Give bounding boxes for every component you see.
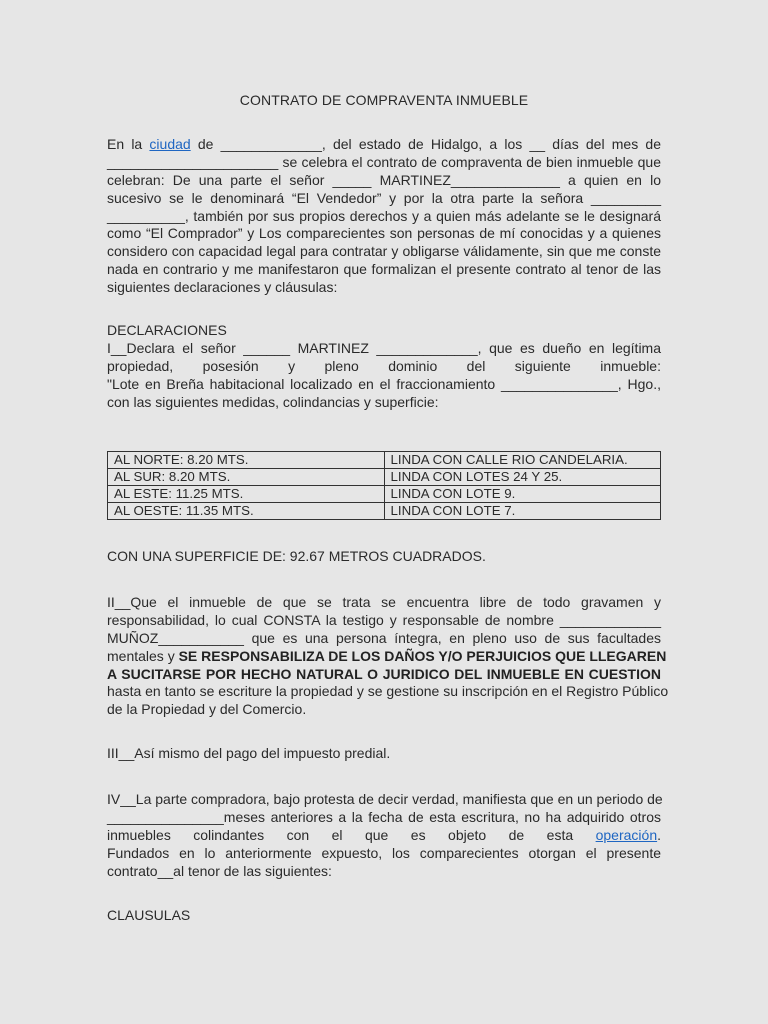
medidas-table (107, 451, 661, 520)
operacion-link[interactable]: operación (595, 826, 658, 843)
clause-ii-line (107, 666, 661, 684)
clause-ii-bold-text: A SUCITARSE POR HECHO NATURAL O JURIDICO DEL INMUEBLE EN CUESTION (107, 665, 661, 682)
ciudad-link[interactable]: ciudad (149, 136, 191, 152)
clause-iv-text: inmuebles colindantes con el que es objeto de esta (107, 826, 596, 843)
intro-line: como “El Comprador” y Los comparecientes son personas de mí conocidas y a quienes (107, 225, 661, 242)
intro-line: nada en contrario y me manifestaron que formalizan el presente contrato al tenor de las (107, 261, 661, 278)
table-row (108, 452, 661, 469)
declaraciones-line: "Lote en Breña habitacional localizado en el fraccionamiento _______________, Hgo., (107, 375, 661, 392)
medida-cell: AL NORTE: 8.20 MTS. (108, 452, 385, 469)
intro-line: celebran: De una parte el señor _____ MARTINEZ______________ a quien en lo (107, 171, 661, 188)
clause-ii-line: responsabilidad, lo cual CONSTA la testigo y responsable de nombre _____________ (107, 611, 661, 628)
clause-iv-text: . (657, 826, 661, 843)
medida-cell: AL ESTE: 11.25 MTS. (108, 486, 385, 503)
clausulas-heading: CLAUSULAS (107, 907, 191, 923)
colindancia-cell: LINDA CON CALLE RIO CANDELARIA. (384, 452, 661, 469)
declaraciones-heading: DECLARACIONES (107, 322, 227, 338)
clause-iii-text: III__Así mismo del pago del impuesto predial. (107, 745, 391, 761)
intro-paragraph (107, 136, 661, 297)
clause-ii-line: hasta en tanto se escriture la propiedad y se gestione su inscripción en el Registro Público (107, 683, 669, 700)
table-row (108, 486, 661, 503)
document-title: CONTRATO DE COMPRAVENTA INMUEBLE (239, 92, 529, 108)
intro-line: considero con capacidad legal para contratar y obligarse válidamente, sin que me conste (107, 243, 661, 260)
declaraciones-line: I__Declara el señor ______ MARTINEZ _____________, que es dueño en legítima (107, 339, 661, 356)
intro-text: En la (107, 136, 150, 152)
clause-ii-paragraph (107, 594, 669, 719)
intro-line (107, 136, 661, 154)
clause-ii-line: MUÑOZ___________ que es una persona íntegra, en pleno uso de sus facultades (107, 629, 661, 646)
declaraciones-line: con las siguientes medidas, colindancias y superficie: (107, 393, 439, 410)
declaraciones-section (107, 322, 661, 411)
colindancia-cell: LINDA CON LOTES 24 Y 25. (384, 469, 661, 486)
medida-cell: AL OESTE: 11.35 MTS. (108, 503, 385, 520)
medida-cell: AL SUR: 8.20 MTS. (108, 469, 385, 486)
intro-line: __________, también por sus propios derechos y a quien más adelante se le designará (107, 207, 661, 224)
clause-ii-line: II__Que el inmueble de que se trata se encuentra libre de todo gravamen y (107, 594, 661, 610)
superficie-text: CON UNA SUPERFICIE DE: 92.67 METROS CUADRADOS. (107, 548, 486, 564)
table-row (108, 503, 661, 520)
colindancia-cell: LINDA CON LOTE 7. (384, 503, 661, 520)
intro-text: de _____________, del estado de Hidalgo, a los __ días del mes de (190, 136, 661, 152)
clause-iv-paragraph (107, 791, 661, 880)
clause-ii-line: de la Propiedad y del Comercio. (107, 701, 307, 718)
clause-iv-line: IV__La parte compradora, bajo protesta de decir verdad, manifiesta que en un periodo de (107, 791, 663, 807)
intro-line: sucesivo se le denominará “El Vendedor” y por la otra parte la señora _________ (107, 189, 661, 206)
clause-iv-line (107, 827, 661, 845)
clause-ii-line (107, 647, 667, 666)
declaraciones-line: propiedad, posesión y pleno dominio del siguiente inmueble: (107, 357, 661, 374)
colindancia-cell: LINDA CON LOTE 9. (384, 486, 661, 503)
clause-ii-text: mentales y (107, 647, 179, 664)
clause-ii-bold-text: SE RESPONSABILIZA DE LOS DAÑOS Y/O PERJUICIOS QUE LLEGAREN (178, 647, 667, 664)
intro-line: ______________________ se celebra el contrato de compraventa de bien inmueble que (107, 153, 661, 170)
intro-line: siguientes declaraciones y cláusulas: (107, 279, 338, 296)
table-row (108, 469, 661, 486)
clause-iv-line: Fundados en lo anteriormente expuesto, los comparecientes otorgan el presente (107, 844, 661, 861)
clause-iv-line: contrato__al tenor de las siguientes: (107, 862, 332, 879)
clause-iv-line: _______________meses anteriores a la fecha de esta escritura, no ha adquirido otros (107, 808, 661, 825)
